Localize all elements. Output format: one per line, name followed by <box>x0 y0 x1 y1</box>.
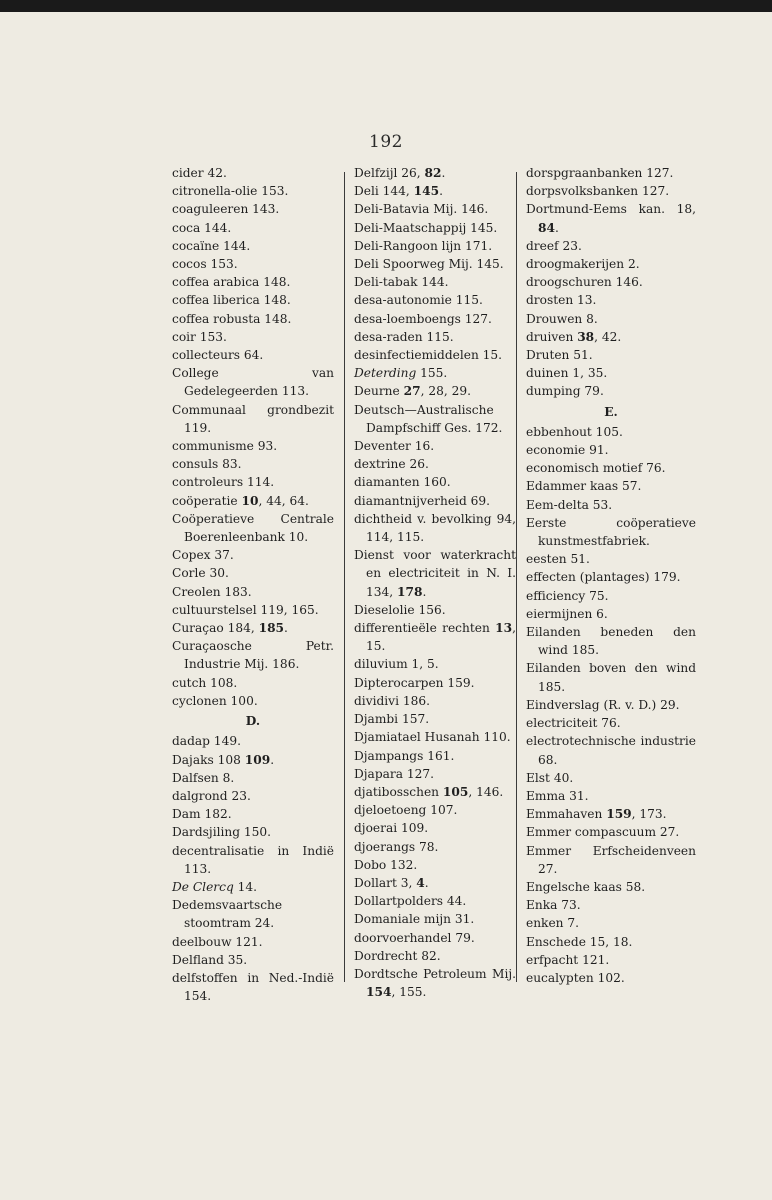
index-entry: duinen 1, 35. <box>526 366 608 381</box>
index-entry: Eindverslag (R. v. D.) 29. <box>526 697 680 712</box>
index-entry: eucalypten 102. <box>526 970 625 985</box>
index-entry: dextrine 26. <box>354 457 429 472</box>
index-entry: dalgrond 23. <box>172 788 251 803</box>
index-entry: Dieselolie 156. <box>354 602 446 617</box>
index-entry: Dajaks 108 109. <box>172 752 275 767</box>
index-entry: Eilanden boven den wind 185. <box>526 661 696 694</box>
index-entry: Delfland 35. <box>172 952 248 967</box>
index-list-e <box>526 423 696 987</box>
index-entry: Deutsch—Australische Dampfschiff Ges. 172. <box>354 402 503 435</box>
index-entry: Communaal grondbezit 119. <box>172 402 334 435</box>
index-list-d-end <box>526 164 696 401</box>
index-entry: eiermijnen 6. <box>526 606 608 621</box>
index-entry: Deli Spoorweg Mij. 145. <box>354 257 504 272</box>
index-entry: djoerangs 78. <box>354 839 439 854</box>
index-entry: Delfzijl 26, 82. <box>354 166 446 180</box>
page-number: 192 <box>369 132 403 152</box>
index-entry: Enka 73. <box>526 898 581 913</box>
index-entry: coffea arabica 148. <box>172 275 291 290</box>
index-entry: coca 144. <box>172 220 232 235</box>
index-entry: Emmahaven 159, 173. <box>526 807 667 822</box>
index-entry: citronella-olie 153. <box>172 184 289 199</box>
column-rule-left <box>344 172 345 982</box>
index-entry: Drouwen 8. <box>526 311 598 326</box>
index-entry: dichtheid v. bevolking 94, 114, 115. <box>354 511 516 545</box>
index-entry: Eem-delta 53. <box>526 497 613 512</box>
index-entry: Djamiatael Husanah 110. <box>354 730 511 745</box>
index-entry: ebbenhout 105. <box>526 424 623 439</box>
index-entry: electrotechnische industrie 68. <box>526 734 696 767</box>
index-entry: Domaniale mijn 31. <box>354 912 475 927</box>
index-entry: Dienst voor waterkracht en electriciteit in N. I. 134, 178. <box>354 548 516 599</box>
section-heading-e: E. <box>604 404 618 419</box>
index-entry: erfpacht 121. <box>526 952 610 967</box>
index-entry: druiven 38, 42. <box>526 329 622 344</box>
index-entry: dumping 79. <box>526 384 604 399</box>
index-entry: Dordrecht 82. <box>354 948 441 963</box>
index-entry: consuls 83. <box>172 457 242 472</box>
index-entry: Dobo 132. <box>354 857 418 872</box>
index-list-d <box>172 732 334 1005</box>
index-entry: desa-raden 115. <box>354 329 454 344</box>
index-entry: cider 42. <box>172 166 227 180</box>
index-entry: delfstoffen in Ned.-Indië 154. <box>172 970 334 1004</box>
index-entry: Dedemsvaartsche stoomtram 24. <box>172 898 283 931</box>
index-entry: diamanten 160. <box>354 475 451 490</box>
index-entry: Deli 144, 145. <box>354 184 443 199</box>
index-entry: Creolen 183. <box>172 584 252 599</box>
book-page <box>0 12 772 1200</box>
index-entry: Deterding 155. <box>354 366 448 381</box>
index-entry: diluvium 1, 5. <box>354 657 439 672</box>
index-entry: dorpsvolksbanken 127. <box>526 184 670 199</box>
index-entry: droogmakerijen 2. <box>526 257 640 272</box>
index-entry: decentralisatie in Indië 113. <box>172 843 334 876</box>
index-entry: economisch motief 76. <box>526 461 666 476</box>
index-entry: cyclonen 100. <box>172 693 258 708</box>
index-entry: cocaïne 144. <box>172 238 251 253</box>
index-entry: Deurne 27, 28, 29. <box>354 384 471 399</box>
index-column-2 <box>354 164 516 1001</box>
index-entry: controleurs 114. <box>172 475 275 490</box>
index-entry: enken 7. <box>526 916 580 931</box>
index-entry: doorvoerhandel 79. <box>354 930 475 945</box>
index-entry: Edammer kaas 57. <box>526 479 642 494</box>
index-entry: Dollartpolders 44. <box>354 894 467 909</box>
index-entry: eesten 51. <box>526 552 590 567</box>
index-entry: Corle 30. <box>172 566 229 581</box>
index-entry: Copex 37. <box>172 548 234 563</box>
index-entry: Djambi 157. <box>354 712 430 727</box>
index-entry: desa-loemboengs 127. <box>354 311 492 326</box>
index-entry: coffea robusta 148. <box>172 311 292 326</box>
index-entry: drosten 13. <box>526 293 597 308</box>
index-entry: Deli-Batavia Mij. 146. <box>354 202 489 217</box>
index-entry: dreef 23. <box>526 238 582 253</box>
index-entry: Dollart 3, 4. <box>354 875 429 890</box>
index-entry: coir 153. <box>172 329 227 344</box>
index-entry: Deli-tabak 144. <box>354 275 449 290</box>
index-list-c <box>172 164 334 710</box>
index-entry: Elst 40. <box>526 770 574 785</box>
section-heading-d: D. <box>245 714 261 729</box>
index-entry: Dalfsen 8. <box>172 770 235 785</box>
index-entry: dividivi 186. <box>354 693 430 708</box>
index-column-1 <box>172 164 334 1005</box>
index-entry: Emmer compascuum 27. <box>526 825 680 840</box>
index-entry: Djampangs 161. <box>354 748 455 763</box>
index-entry: De Clercq 14. <box>172 879 258 894</box>
index-entry: Emma 31. <box>526 788 589 803</box>
column-rule-right <box>516 172 517 982</box>
index-entry: coaguleeren 143. <box>172 202 280 217</box>
index-entry: Deli-Maatschappij 145. <box>354 220 498 235</box>
index-entry: djoerai 109. <box>354 821 429 836</box>
index-list-d-continued <box>354 164 516 1001</box>
index-entry: cutch 108. <box>172 675 238 690</box>
index-entry: Djapara 127. <box>354 766 434 781</box>
index-entry: Enschede 15, 18. <box>526 934 633 949</box>
index-entry: Curaçao 184, 185. <box>172 621 288 636</box>
index-entry: Engelsche kaas 58. <box>526 879 646 894</box>
index-entry: Dam 182. <box>172 807 232 822</box>
index-entry: cultuurstelsel 119, 165. <box>172 602 319 617</box>
index-entry: Coöperatieve Centrale Boerenleenbank 10. <box>172 511 334 545</box>
index-entry: Deli-Rangoon lijn 171. <box>354 238 493 253</box>
index-entry: Eerste coöperatieve kunstmestfabriek. <box>526 515 696 549</box>
index-entry: College van Gedelegeerden 113. <box>172 366 334 399</box>
index-entry: Curaçaosche Petr. Industrie Mij. 186. <box>172 639 334 672</box>
index-entry: Deventer 16. <box>354 439 435 454</box>
index-column-3 <box>526 164 696 987</box>
index-entry: Dipterocarpen 159. <box>354 675 475 690</box>
index-entry: differentieële rechten 13, 15. <box>354 621 516 654</box>
index-entry: cocos 153. <box>172 257 238 272</box>
index-entry: diamantnijverheid 69. <box>354 493 491 508</box>
index-entry: Druten 51. <box>526 348 593 363</box>
index-entry: dadap 149. <box>172 734 241 749</box>
index-entry: Eilanden beneden den wind 185. <box>526 625 696 658</box>
index-entry: djeloetoeng 107. <box>354 803 458 818</box>
index-entry: coffea liberica 148. <box>172 293 291 308</box>
index-entry: effecten (plantages) 179. <box>526 570 681 585</box>
index-entry: Emmer Erfscheidenveen 27. <box>526 843 696 876</box>
index-entry: electriciteit 76. <box>526 716 621 731</box>
index-entry: efficiency 75. <box>526 588 609 603</box>
index-entry: deelbouw 121. <box>172 934 263 949</box>
index-entry: Dardsjiling 150. <box>172 825 272 840</box>
index-entry: Dortmund-Eems kan. 18, 84. <box>526 202 696 235</box>
index-entry: economie 91. <box>526 443 609 458</box>
index-entry: collecteurs 64. <box>172 348 264 363</box>
index-entry: communisme 93. <box>172 439 278 454</box>
index-entry: droogschuren 146. <box>526 275 643 290</box>
index-entry: desa-autonomie 115. <box>354 293 483 308</box>
index-entry: djatibosschen 105, 146. <box>354 784 504 799</box>
index-entry: coöperatie 10, 44, 64. <box>172 493 309 508</box>
index-entry: Dordtsche Petroleum Mij. 154, 155. <box>354 966 516 1000</box>
index-entry: desinfectiemiddelen 15. <box>354 348 503 363</box>
index-entry: dorspgraanbanken 127. <box>526 166 674 180</box>
